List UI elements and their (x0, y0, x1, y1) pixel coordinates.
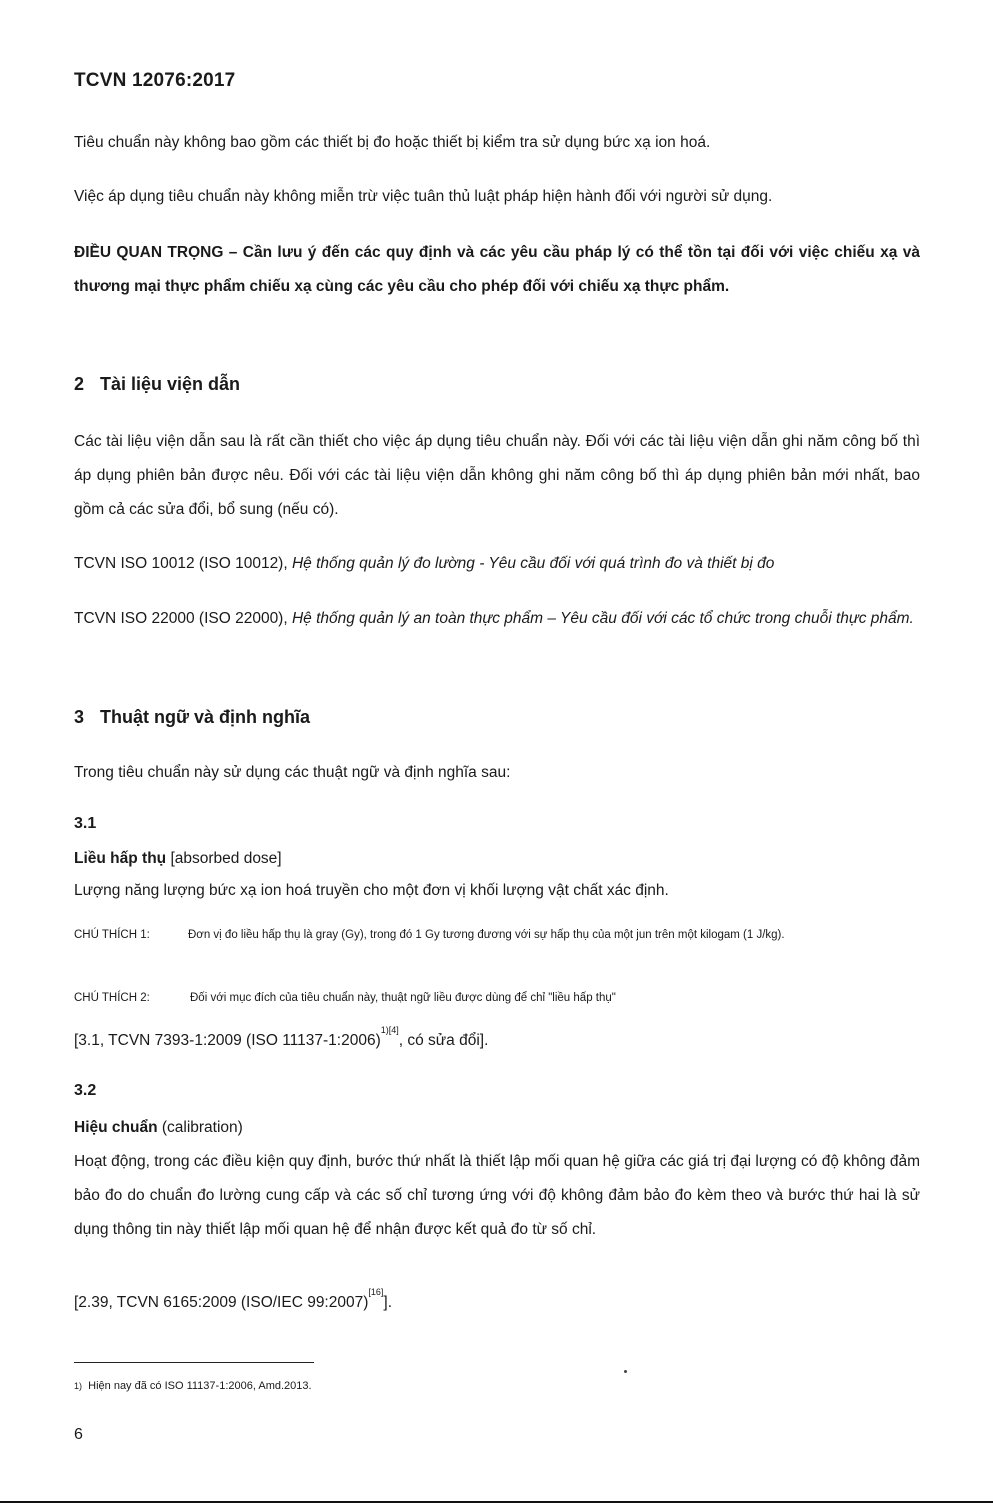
reference-title: Hệ thống quản lý đo lường - Yêu cầu đối với quá trình đo và thiết bị đo (291, 555, 775, 572)
section-2-heading (74, 374, 920, 395)
term-definition: Lượng năng lượng bức xạ ion hoá truyền cho một đơn vị khối lượng vật chất xác định. (74, 882, 669, 899)
note-label: CHÚ THÍCH 2: (74, 992, 150, 1004)
term-number: 3.2 (74, 1082, 97, 1099)
reference-code: TCVN ISO 10012 (ISO 10012), (74, 555, 292, 572)
page-number: 6 (74, 1426, 83, 1443)
section-2-intro: Các tài liệu viện dẫn sau là rất cần thiết cho việc áp dụng tiêu chuẩn này. Đối với các tài liệu viện dẫn ghi năm công bố thì áp dụng phiên bản được nêu. Đối với các tài liệu viện dẫn không ghi năm công bố thì áp dụng phiên bản mới nhất, bao gồm cả các sửa đổi, bổ sung (nếu có). (74, 433, 920, 518)
section-3-heading (74, 707, 920, 728)
term-name: Hiệu chuẩn (74, 1119, 158, 1136)
term-source (74, 1286, 920, 1320)
term-heading (74, 1111, 920, 1145)
scan-speck (624, 1370, 627, 1373)
intro-paragraph-1: Tiêu chuẩn này không bao gồm các thiết bị đo hoặc thiết bị kiểm tra sử dụng bức xạ ion hoá. (74, 134, 711, 151)
intro-paragraph-2: Việc áp dụng tiêu chuẩn này không miễn trừ việc tuân thủ luật pháp hiện hành đối với người sử dụng. (74, 188, 773, 205)
reference-item (74, 547, 920, 581)
source-text: [2.39, TCVN 6165:2009 (ISO/IEC 99:2007) (74, 1294, 369, 1311)
source-suffix: , có sửa đổi]. (398, 1032, 489, 1049)
reference-item (74, 602, 920, 636)
source-suffix: ]. (383, 1294, 393, 1311)
term-note-1 (74, 922, 920, 948)
section-3-title: Thuật ngữ và định nghĩa (100, 707, 311, 727)
term-heading (74, 842, 920, 876)
term-definition: Hoạt động, trong các điều kiện quy định, bước thứ nhất là thiết lập mối quan hệ giữa các giá trị đại lượng có độ không đảm bảo đo do chuẩn đo lường cung cấp và các số chỉ tương ứng với độ không đảm bảo đo kèm theo và bước thứ hai là sử dụng thông tin này thiết lập mối quan hệ để nhận được kết quả đo từ số chỉ. (74, 1153, 920, 1238)
section-3-number: 3 (74, 707, 85, 727)
term-note-2 (74, 985, 920, 1011)
term-number: 3.1 (74, 815, 97, 832)
footnote (74, 1380, 920, 1392)
note-text: Đối với mục đích của tiêu chuẩn này, thuật ngữ liều được dùng để chỉ "liều hấp thụ" (190, 992, 616, 1004)
source-ref: [16] (368, 1287, 384, 1297)
reference-code: TCVN ISO 22000 (ISO 22000), (74, 610, 292, 627)
section-3-intro: Trong tiêu chuẩn này sử dụng các thuật ngữ và định nghĩa sau: (74, 764, 511, 781)
term-english: [absorbed dose] (166, 850, 282, 867)
source-text: [3.1, TCVN 7393-1:2009 (ISO 11137-1:2006) (74, 1032, 381, 1049)
footnote-mark: 1) (74, 1381, 83, 1391)
term-english: (calibration) (157, 1119, 243, 1136)
note-label: CHÚ THÍCH 1: (74, 929, 150, 941)
term-name: Liều hấp thụ (74, 850, 167, 867)
source-ref: 1)[4] (380, 1025, 399, 1035)
reference-title: Hệ thống quản lý an toàn thực phẩm – Yêu cầu đối với các tổ chức trong chuỗi thực phẩm. (291, 610, 914, 627)
section-2-number: 2 (74, 374, 85, 394)
footnote-text: Hiện nay đã có ISO 11137-1:2006, Amd.2013. (88, 1380, 312, 1392)
important-note: ĐIỀU QUAN TRỌNG – Cần lưu ý đến các quy định và các yêu cầu pháp lý có thể tồn tại đối với việc chiếu xạ và thương mại thực phẩm chiếu xạ cùng các yêu cầu cho phép đối với chiếu xạ thực phẩm. (74, 244, 920, 295)
document-id: TCVN 12076:2017 (74, 70, 236, 91)
footnote-divider (74, 1362, 314, 1363)
note-text: Đơn vị đo liều hấp thụ là gray (Gy), trong đó 1 Gy tương đương với sự hấp thụ của một jun trên một kilogam (1 J/kg). (188, 929, 785, 941)
term-source (74, 1024, 920, 1058)
section-2-title: Tài liệu viện dẫn (100, 374, 241, 394)
